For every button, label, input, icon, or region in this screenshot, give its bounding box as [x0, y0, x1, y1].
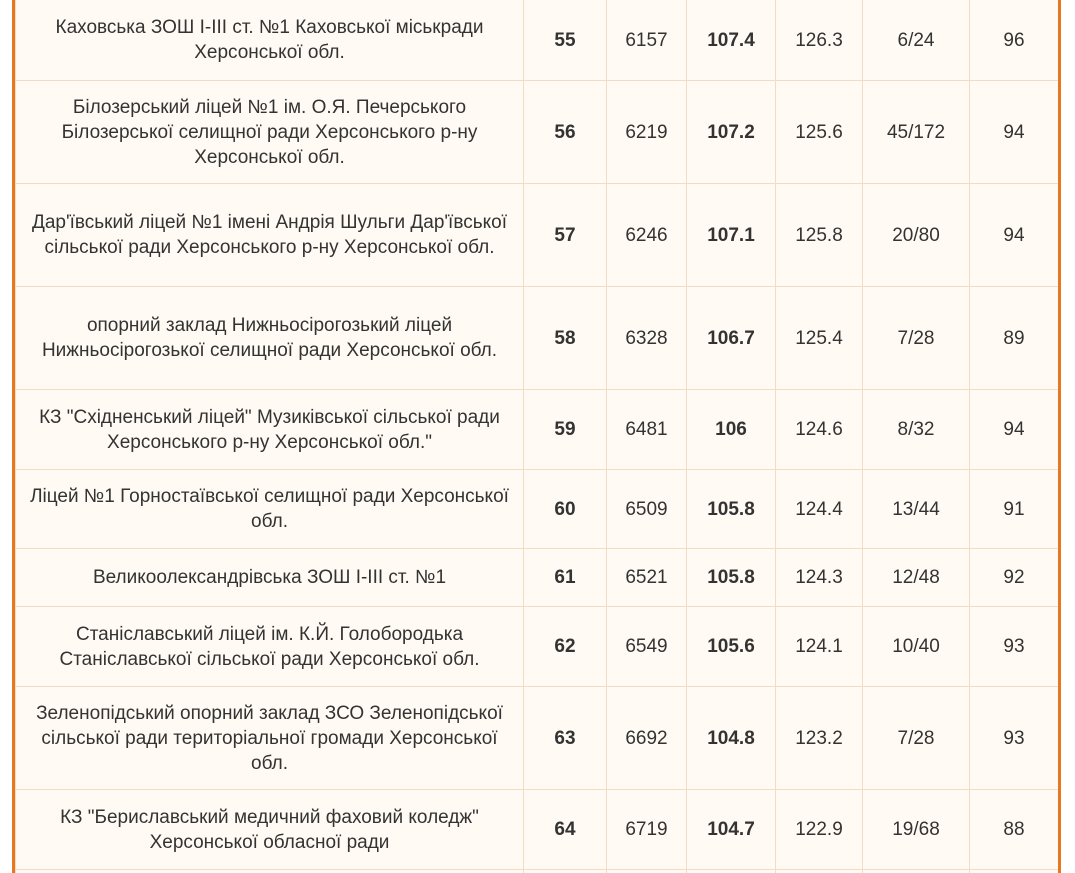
average-cell: 124.4 — [776, 470, 863, 549]
table-row — [16, 687, 1059, 790]
table-row — [16, 287, 1059, 390]
code-cell: 6481 — [607, 390, 687, 470]
table-row — [16, 607, 1059, 687]
ratio-cell: 7/28 — [863, 287, 970, 390]
school-name-cell: КЗ "Бериславський медичний фаховий коледж" Херсонської обласної ради — [16, 790, 524, 870]
score-cell: 104.8 — [687, 687, 776, 790]
average-cell: 125.8 — [776, 184, 863, 287]
school-ranking-table — [15, 0, 1059, 873]
average-cell: 125.6 — [776, 81, 863, 184]
score-cell: 107.1 — [687, 184, 776, 287]
table-row-partial — [16, 870, 1059, 873]
school-name-cell: Дар'ївський ліцей №1 імені Андрія Шульги Дар'ївської сільської ради Херсонського р-ну Херсонської обл. — [16, 184, 524, 287]
percent-cell: 93 — [970, 687, 1059, 790]
ratio-cell: 10/40 — [863, 607, 970, 687]
code-cell: 6509 — [607, 470, 687, 549]
table-row — [16, 790, 1059, 870]
code-cell: 6157 — [607, 0, 687, 81]
score-cell: 104.7 — [687, 790, 776, 870]
score-cell: 106.7 — [687, 287, 776, 390]
average-cell: 124.1 — [776, 607, 863, 687]
average-cell: 124.3 — [776, 549, 863, 607]
code-cell: 6521 — [607, 549, 687, 607]
code-cell: 6328 — [607, 287, 687, 390]
rank-cell: 64 — [524, 790, 607, 870]
rank-cell: 57 — [524, 184, 607, 287]
score-cell: 106 — [687, 390, 776, 470]
school-name-cell: Каховська ЗОШ І-ІІІ ст. №1 Каховської міськради Херсонської обл. — [16, 0, 524, 81]
average-cell: 124.6 — [776, 390, 863, 470]
percent-cell: 88 — [970, 790, 1059, 870]
table-row — [16, 0, 1059, 81]
average-cell: 125.4 — [776, 287, 863, 390]
school-name-cell: КЗ "Східненський ліцей" Музиківської сільської ради Херсонського р-ну Херсонської обл." — [16, 390, 524, 470]
ratio-cell: 7/28 — [863, 687, 970, 790]
table-row — [16, 81, 1059, 184]
percent-cell: 92 — [970, 549, 1059, 607]
rank-cell: 56 — [524, 81, 607, 184]
percent-cell: 89 — [970, 287, 1059, 390]
ratio-cell: 13/44 — [863, 470, 970, 549]
percent-cell: 94 — [970, 184, 1059, 287]
rank-cell: 62 — [524, 607, 607, 687]
table-row — [16, 390, 1059, 470]
ratio-cell: 12/48 — [863, 549, 970, 607]
ratio-cell: 6/24 — [863, 0, 970, 81]
school-name-cell: Великоолександрівська ЗОШ І-ІІІ ст. №1 — [16, 549, 524, 607]
code-cell: 6246 — [607, 184, 687, 287]
school-name-cell: Зеленопідський опорний заклад ЗСО Зеленопідської сільської ради територіальної громади Херсонської обл. — [16, 687, 524, 790]
table-row — [16, 470, 1059, 549]
table-row — [16, 184, 1059, 287]
table-row — [16, 549, 1059, 607]
percent-cell: 96 — [970, 0, 1059, 81]
code-cell: 6219 — [607, 81, 687, 184]
school-name-cell: Станіславський ліцей ім. К.Й. Голобородька Станіславської сільської ради Херсонської обл. — [16, 607, 524, 687]
ranking-table-frame — [12, 0, 1061, 873]
percent-cell: 93 — [970, 607, 1059, 687]
score-cell: 107.4 — [687, 0, 776, 81]
school-name-cell: Білозерський ліцей №1 ім. О.Я. Печерського Білозерської селищної ради Херсонського р-ну Херсонської обл. — [16, 81, 524, 184]
rank-cell: 63 — [524, 687, 607, 790]
school-name-cell: опорний заклад Нижньосірогозький ліцей Нижньосірогозької селищної ради Херсонської обл. — [16, 287, 524, 390]
average-cell: 123.2 — [776, 687, 863, 790]
rank-cell: 58 — [524, 287, 607, 390]
score-cell: 105.8 — [687, 470, 776, 549]
ratio-cell: 8/32 — [863, 390, 970, 470]
percent-cell: 94 — [970, 390, 1059, 470]
average-cell: 126.3 — [776, 0, 863, 81]
percent-cell: 94 — [970, 81, 1059, 184]
ratio-cell: 19/68 — [863, 790, 970, 870]
ratio-cell: 20/80 — [863, 184, 970, 287]
code-cell: 6549 — [607, 607, 687, 687]
rank-cell: 61 — [524, 549, 607, 607]
code-cell: 6719 — [607, 790, 687, 870]
percent-cell: 91 — [970, 470, 1059, 549]
rank-cell: 60 — [524, 470, 607, 549]
score-cell: 105.8 — [687, 549, 776, 607]
average-cell: 122.9 — [776, 790, 863, 870]
score-cell: 105.6 — [687, 607, 776, 687]
school-name-cell: Ліцей №1 Горностаївської селищної ради Херсонської обл. — [16, 470, 524, 549]
ratio-cell: 45/172 — [863, 81, 970, 184]
rank-cell: 59 — [524, 390, 607, 470]
rank-cell: 55 — [524, 0, 607, 81]
score-cell: 107.2 — [687, 81, 776, 184]
code-cell: 6692 — [607, 687, 687, 790]
